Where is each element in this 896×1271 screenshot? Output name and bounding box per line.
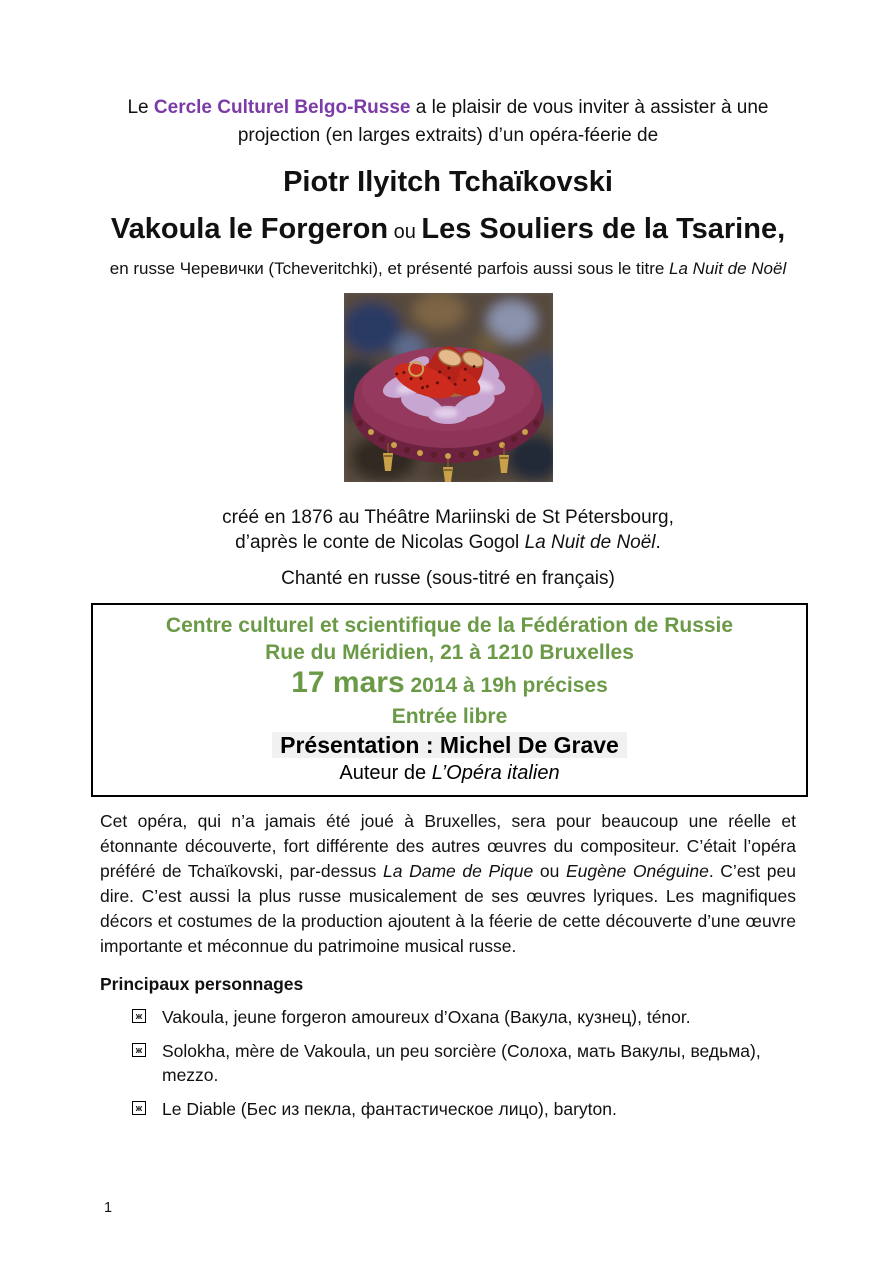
creation-line2-suffix: . <box>655 532 661 553</box>
description-part1: Cet opéra, qui n’a jamais été joué à Bruxelles, sera pour beaucoup une réelle et étonnante découverte, fort différente des autres œuvres du compositeur. C’était l’opéra préféré de Tchaïkovski, par-dessus <box>100 811 796 881</box>
russian-subtitle-text: en russe Черевички (Tcheveritchki), et présenté parfois aussi sous le titre <box>109 259 670 278</box>
description-part3: . C’est peu dire. C’est aussi la plus russe musicalement de ses œuvres lyriques. Les magnifiques décors et costumes de la production ajoutent à la féerie de cette découverte d’une œuvre importante et méconnue du patrimoine musical russe. <box>100 861 796 956</box>
opera-title <box>100 213 796 249</box>
event-details-box <box>91 603 808 797</box>
character-diable: Le Diable (Бес из пекла, фантастическое лицо), baryton. <box>162 1099 617 1119</box>
list-item <box>100 1005 796 1029</box>
composer-name: Piotr Ilyitch Tchaïkovski <box>283 166 613 198</box>
character-vakoula: Vakoula, jeune forgeron amoureux d’Oxana (Вакула, кузнец), ténor. <box>162 1007 691 1027</box>
red-slippers-photo <box>344 293 553 482</box>
author-book-title: L’Opéra italien <box>431 762 560 784</box>
invitation-sentence <box>100 94 796 150</box>
author-prefix: Auteur de <box>339 762 432 784</box>
page-number: 1 <box>104 1200 113 1216</box>
russian-subtitle-alt-title: La Nuit de Noël <box>669 259 787 278</box>
characters-list <box>100 1005 796 1121</box>
opera-title-part1: Vakoula le Forgeron <box>110 213 389 245</box>
character-solokha: Solokha, mère de Vakoula, un peu sorcière (Солоха, мать Вакулы, ведьма), mezzo. <box>162 1041 761 1085</box>
opera-title-part2: Les Souliers de la Tsarine, <box>421 213 786 245</box>
opera-title-connector: ou <box>388 221 422 243</box>
event-date <box>97 666 802 703</box>
presenter-credential <box>97 760 802 786</box>
characters-heading: Principaux personnages <box>100 974 304 994</box>
opera-description <box>100 809 796 959</box>
creation-line2-prefix: d’après le conte de Nicolas Gogol <box>235 532 525 553</box>
organization-name: Cercle Culturel Belgo-Russe <box>153 97 411 118</box>
venue-name: Centre culturel et scientifique de la Fédération de Russie <box>165 614 734 637</box>
bullet-glyph-icon: ж <box>132 1009 146 1023</box>
description-part2: ou <box>533 861 566 881</box>
language-note: Chanté en russe (sous-titré en français) <box>281 568 615 589</box>
invitation-suffix: a le plaisir de vous inviter à assister à une projection (en larges extraits) d’un opéra-féerie de <box>237 97 769 146</box>
creation-note <box>100 505 796 555</box>
admission-note: Entrée libre <box>391 705 508 728</box>
presenter-line <box>97 730 802 760</box>
event-date-rest: 2014 à 19h précises <box>404 674 608 697</box>
creation-source-title: La Nuit de Noël <box>524 532 656 553</box>
russian-subtitle <box>100 258 796 280</box>
bullet-glyph-icon: ж <box>132 1043 146 1057</box>
presenter-name: Présentation : Michel De Grave <box>272 732 627 758</box>
description-opera1: La Dame de Pique <box>382 861 534 881</box>
event-date-day: 17 mars <box>291 666 405 699</box>
description-opera2: Eugène Onéguine <box>565 861 709 881</box>
list-item <box>100 1039 796 1087</box>
creation-line1: créé en 1876 au Théâtre Mariinski de St Pétersbourg, <box>222 507 674 528</box>
list-item <box>100 1097 796 1121</box>
bullet-glyph-icon: ж <box>132 1101 146 1115</box>
venue-address: Rue du Méridien, 21 à 1210 Bruxelles <box>265 641 634 664</box>
invitation-prefix: Le <box>127 97 154 118</box>
